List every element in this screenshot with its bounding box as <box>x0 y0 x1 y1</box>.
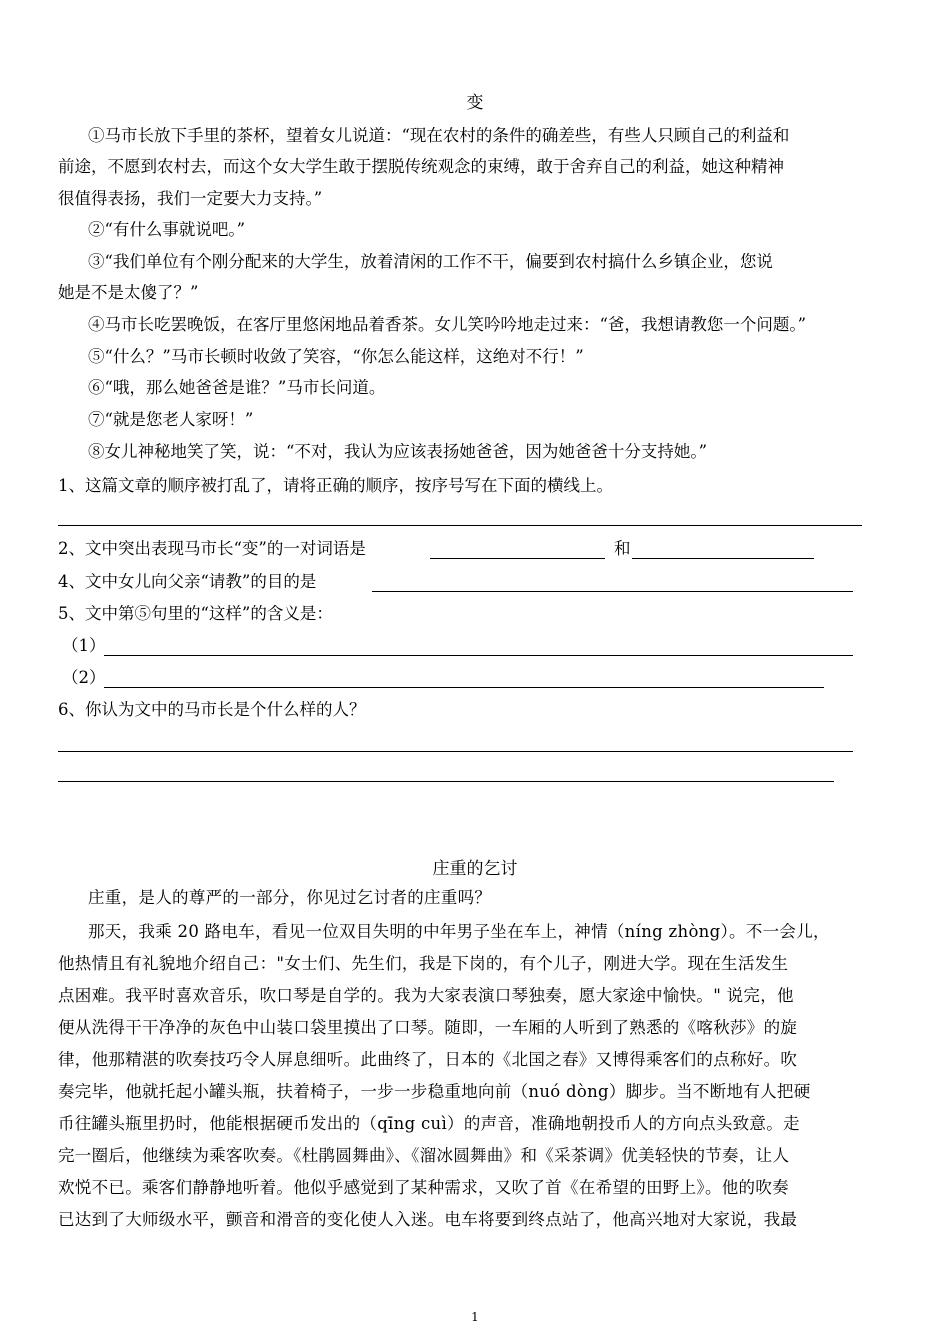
question-2-and: 和 <box>614 539 631 558</box>
question-1: 1、这篇文章的顺序被打乱了，请将正确的顺序，按序号写在下面的横线上。 <box>58 476 613 495</box>
story2-line: 币往罐头瓶里扔时，他能根据硬币发出的（qīng cuì）的声音，准确地朝投币人的方向点头致意。走 <box>58 1114 800 1133</box>
page-number: 1 <box>471 1310 479 1324</box>
story1-para-line: ⑧女儿神秘地笑了笑，说：“不对，我认为应该表扬她爸爸，因为她爸爸十分支持她。” <box>88 442 708 461</box>
answer-line-q5-2[interactable] <box>104 687 824 688</box>
story1-para-line: ④马市长吃罢晚饭，在客厅里悠闲地品着香茶。女儿笑吟吟地走过来：“爸，我想请教您一个问题。” <box>88 315 807 334</box>
story1-para-line: ⑦“就是您老人家呀！” <box>88 410 254 429</box>
story1-para-line: ②“有什么事就说吧。” <box>88 220 246 239</box>
story1-para-line: ①马市长放下手里的茶杯，望着女儿说道：“现在农村的条件的确差些，有些人只顾自己的利益和 <box>88 126 790 145</box>
question-2: 2、文中突出表现马市长“变”的一对词语是 <box>58 539 366 558</box>
question-4: 4、文中女儿向父亲“请教”的目的是 <box>58 572 317 591</box>
story2-line: 那天，我乘 20 路电车，看见一位双目失明的中年男子坐在车上，神情（níng zhòng）。不一会儿， <box>88 922 830 941</box>
story1-para-line: ③“我们单位有个刚分配来的大学生，放着清闲的工作不干，偏要到农村搞什么乡镇企业，您说 <box>88 252 773 271</box>
story1-para-line: 前途，不愿到农村去，而这个女大学生敢于摆脱传统观念的束缚，敢于舍弃自己的利益，她这种精神 <box>58 157 784 176</box>
story2-line: 庄重，是人的尊严的一部分，你见过乞讨者的庄重吗？ <box>88 888 492 907</box>
answer-line-q5-1[interactable] <box>104 655 853 656</box>
story1-para-line: 很值得表扬，我们一定要大力支持。” <box>58 189 323 208</box>
story1-para-line: 她是不是太傻了？” <box>58 283 199 302</box>
story1-title: 变 <box>466 93 484 113</box>
answer-line-q4[interactable] <box>372 591 853 592</box>
story2-line: 点困难。我平时喜欢音乐，吹口琴是自学的。我为大家表演口琴独奏，愿大家途中愉快。" 说完，他 <box>58 986 794 1005</box>
story1-para-line: ⑤“什么？”马市长顿时收敛了笑容，“你怎么能这样，这绝对不行！” <box>88 347 584 366</box>
question-5-item-2: （2） <box>62 668 106 687</box>
answer-line-q2-b[interactable] <box>632 558 814 559</box>
answer-line-q1[interactable] <box>58 525 862 526</box>
story2-line: 律，他那精湛的吹奏技巧令人屏息细听。此曲终了，日本的《北国之春》又博得乘客们的点称好。吹 <box>58 1050 798 1069</box>
question-5-item-1: （1） <box>62 636 106 655</box>
answer-line-q6-a[interactable] <box>58 751 853 752</box>
question-5: 5、文中第⑤句里的“这样”的含义是： <box>58 604 333 623</box>
story2-title: 庄重的乞讨 <box>432 859 518 879</box>
story2-line: 欢悦不已。乘客们静静地听着。他似乎感觉到了某种需求，又吹了首《在希望的田野上》。他的吹奏 <box>58 1178 789 1197</box>
answer-line-q2-a[interactable] <box>430 558 605 559</box>
story1-para-line: ⑥“哦，那么她爸爸是谁？”马市长问道。 <box>88 378 386 397</box>
question-6: 6、你认为文中的马市长是个什么样的人？ <box>58 700 366 719</box>
answer-line-q6-b[interactable] <box>58 781 834 782</box>
story2-line: 便从洗得干干净净的灰色中山装口袋里摸出了口琴。随即，一车厢的人听到了熟悉的《喀秋莎》的旋 <box>58 1018 798 1037</box>
story2-line: 奏完毕，他就托起小罐头瓶，扶着椅子，一步一步稳重地向前（nuó dòng）脚步。当不断地有人把硬 <box>58 1082 811 1101</box>
story2-line: 他热情且有礼貌地介绍自己："女士们、先生们，我是下岗的，有个儿子，刚进大学。现在生活发生 <box>58 954 789 973</box>
story2-line: 已达到了大师级水平，颤音和滑音的变化使人入迷。电车将要到终点站了，他高兴地对大家说，我最 <box>58 1210 798 1229</box>
story2-line: 完一圈后，他继续为乘客吹奏。《杜鹃圆舞曲》、《溜冰圆舞曲》和《采茶调》优美轻快的节奏，让人 <box>58 1146 790 1165</box>
